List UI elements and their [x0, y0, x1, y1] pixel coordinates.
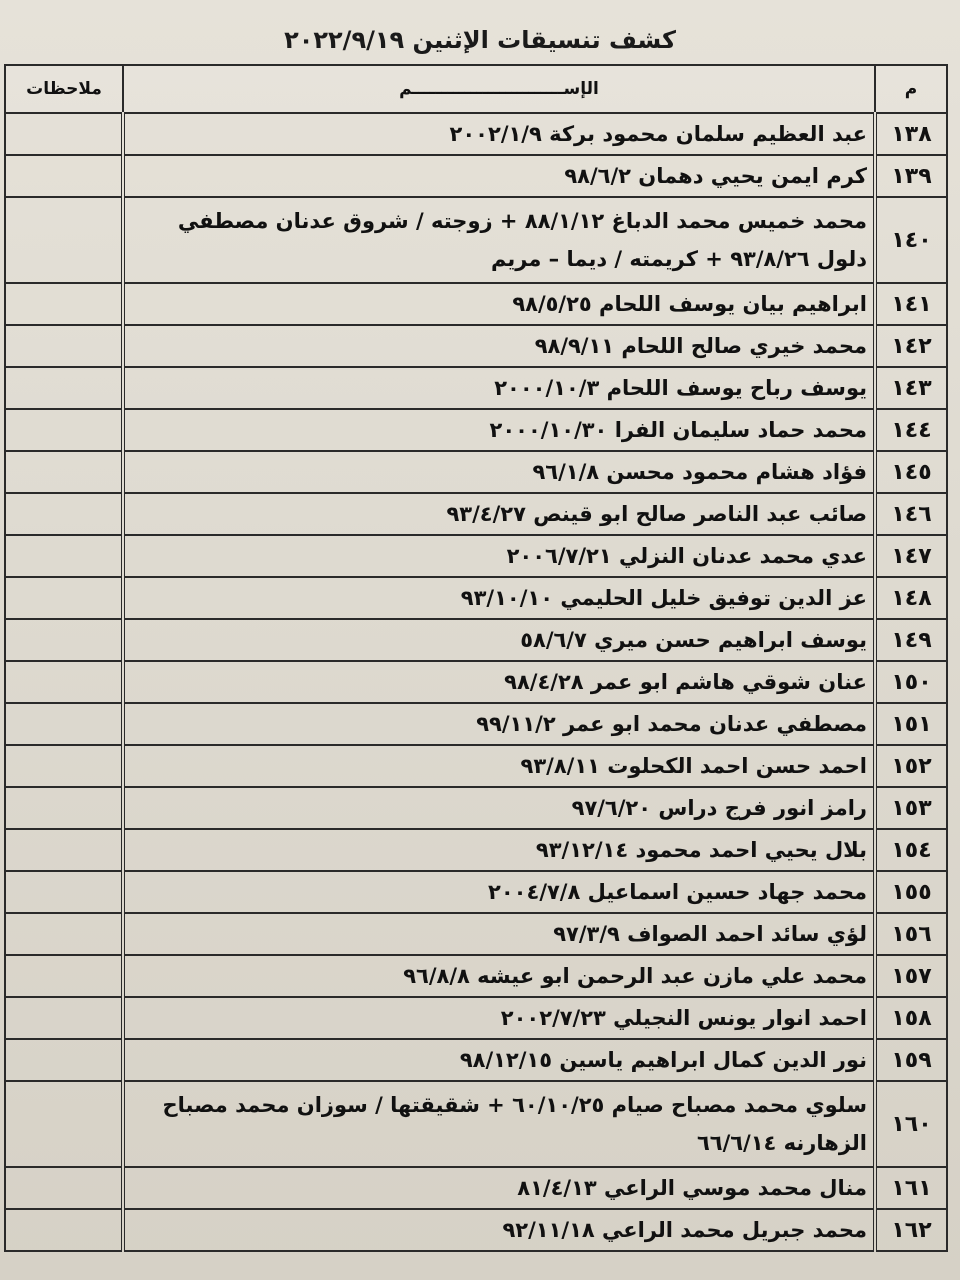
- table-row: [5, 619, 947, 661]
- row-number: ١٦١: [875, 1167, 947, 1209]
- row-number: ١٥٨: [875, 997, 947, 1039]
- row-name-line: يوسف رباح يوسف اللحام ٢٠٠٠/١٠/٣: [494, 376, 867, 400]
- row-number: ١٤٢: [875, 325, 947, 367]
- row-notes-cell: [5, 913, 123, 955]
- row-name-line: دلول ٩٣/٨/٢٦ + كريمته / ديما – مريم: [490, 247, 867, 271]
- row-name-cell: [123, 451, 875, 493]
- header-name: الإســــــــــــــــــــــــــم: [123, 65, 875, 113]
- row-notes-cell: [5, 745, 123, 787]
- row-number: ١٥٣: [875, 787, 947, 829]
- row-notes-cell: [5, 1209, 123, 1251]
- row-name-line: سلوي محمد مصباح صيام ٦٠/١٠/٢٥ + شقيقتها / سوزان محمد مصباح: [162, 1093, 867, 1117]
- row-name-cell: [123, 197, 875, 283]
- row-number: ١٤١: [875, 283, 947, 325]
- row-number: ١٥٤: [875, 829, 947, 871]
- row-notes-cell: [5, 113, 123, 155]
- row-notes-cell: [5, 787, 123, 829]
- row-notes-cell: [5, 997, 123, 1039]
- table-row: [5, 535, 947, 577]
- table-row: [5, 283, 947, 325]
- table-row: [5, 829, 947, 871]
- table-row: [5, 493, 947, 535]
- table-row: [5, 367, 947, 409]
- row-name-line: فؤاد هشام محمود محسن ٩٦/١/٨: [532, 460, 867, 484]
- row-name-cell: [123, 577, 875, 619]
- row-number: ١٥٧: [875, 955, 947, 997]
- row-notes-cell: [5, 283, 123, 325]
- table-row: [5, 913, 947, 955]
- row-number: ١٥٦: [875, 913, 947, 955]
- row-name-cell: [123, 661, 875, 703]
- row-notes-cell: [5, 619, 123, 661]
- row-name-cell: [123, 871, 875, 913]
- row-name-cell: [123, 493, 875, 535]
- row-name-cell: [123, 829, 875, 871]
- table-row: [5, 113, 947, 155]
- row-name-cell: [123, 913, 875, 955]
- row-name-cell: [123, 955, 875, 997]
- table-row: [5, 745, 947, 787]
- row-notes-cell: [5, 955, 123, 997]
- row-notes-cell: [5, 829, 123, 871]
- table-row: [5, 1167, 947, 1209]
- table-body: [5, 113, 947, 1251]
- row-name-cell: [123, 367, 875, 409]
- row-number: ١٥٥: [875, 871, 947, 913]
- row-notes-cell: [5, 1081, 123, 1167]
- header-num: م: [875, 65, 947, 113]
- row-notes-cell: [5, 451, 123, 493]
- page-title: كشف تنسيقات الإثنين ٢٠٢٢/٩/١٩: [284, 26, 676, 54]
- row-number: ١٥١: [875, 703, 947, 745]
- row-number: ١٦٢: [875, 1209, 947, 1251]
- row-number: ١٣٩: [875, 155, 947, 197]
- row-name-line: الزهارنه ٦٦/٦/١٤: [696, 1131, 867, 1155]
- row-name-line: منال محمد موسي الراعي ٨١/٤/١٣: [517, 1176, 867, 1200]
- row-number: ١٤٦: [875, 493, 947, 535]
- row-name-line: بلال يحيي احمد محمود ٩٣/١٢/١٤: [535, 838, 867, 862]
- row-name-cell: [123, 787, 875, 829]
- row-notes-cell: [5, 197, 123, 283]
- row-number: ١٣٨: [875, 113, 947, 155]
- row-notes-cell: [5, 325, 123, 367]
- row-name-cell: [123, 283, 875, 325]
- row-name-cell: [123, 703, 875, 745]
- row-name-line: كرم ايمن يحيي دهمان ٩٨/٦/٢: [564, 164, 867, 188]
- row-name-cell: [123, 745, 875, 787]
- row-name-line: محمد حماد سليمان الفرا ٢٠٠٠/١٠/٣٠: [489, 418, 867, 442]
- row-number: ١٤٧: [875, 535, 947, 577]
- row-notes-cell: [5, 871, 123, 913]
- row-name-line: عبد العظيم سلمان محمود بركة ٢٠٠٢/١/٩: [449, 122, 867, 146]
- row-name-cell: [123, 619, 875, 661]
- row-name-line: احمد انوار يونس النجيلي ٢٠٠٢/٧/٢٣: [500, 1006, 867, 1030]
- row-name-cell: [123, 1039, 875, 1081]
- row-name-cell: [123, 325, 875, 367]
- row-name-cell: [123, 409, 875, 451]
- row-notes-cell: [5, 577, 123, 619]
- row-name-line: محمد جبريل محمد الراعي ٩٢/١١/١٨: [502, 1218, 867, 1242]
- row-name-line: عز الدين توفيق خليل الحليمي ٩٣/١٠/١٠: [460, 586, 867, 610]
- row-name-line: عنان شوقي هاشم ابو عمر ٩٨/٤/٢٨: [504, 670, 867, 694]
- table-row: [5, 409, 947, 451]
- row-name-line: مصطفي عدنان محمد ابو عمر ٩٩/١١/٢: [476, 712, 867, 736]
- row-notes-cell: [5, 1039, 123, 1081]
- row-name-line: محمد علي مازن عبد الرحمن ابو عيشه ٩٦/٨/٨: [403, 964, 867, 988]
- row-name-line: نور الدين كمال ابراهيم ياسين ٩٨/١٢/١٥: [459, 1048, 867, 1072]
- row-number: ١٤٣: [875, 367, 947, 409]
- table-row: [5, 197, 947, 283]
- table-row: [5, 703, 947, 745]
- row-notes-cell: [5, 367, 123, 409]
- row-name-line: احمد حسن احمد الكحلوت ٩٣/٨/١١: [520, 754, 867, 778]
- row-number: ١٦٠: [875, 1081, 947, 1167]
- table-row: [5, 577, 947, 619]
- table-row: [5, 155, 947, 197]
- header-notes: ملاحظات: [5, 65, 123, 113]
- row-notes-cell: [5, 703, 123, 745]
- row-name-cell: [123, 1081, 875, 1167]
- table-row: [5, 787, 947, 829]
- row-name-line: ابراهيم بيان يوسف اللحام ٩٨/٥/٢٥: [512, 292, 867, 316]
- row-name-line: محمد خميس محمد الدباغ ٨٨/١/١٢ + زوجته / شروق عدنان مصطفي: [177, 209, 867, 233]
- row-name-line: محمد جهاد حسين اسماعيل ٢٠٠٤/٧/٨: [488, 880, 867, 904]
- table-row: [5, 1081, 947, 1167]
- names-table: [4, 64, 948, 1252]
- table-row: [5, 325, 947, 367]
- row-number: ١٥٩: [875, 1039, 947, 1081]
- row-name-cell: [123, 155, 875, 197]
- row-notes-cell: [5, 535, 123, 577]
- row-notes-cell: [5, 409, 123, 451]
- row-notes-cell: [5, 1167, 123, 1209]
- row-name-cell: [123, 1209, 875, 1251]
- row-name-line: رامز انور فرج دراس ٩٧/٦/٢٠: [571, 796, 867, 820]
- row-notes-cell: [5, 661, 123, 703]
- row-notes-cell: [5, 493, 123, 535]
- row-number: ١٥٢: [875, 745, 947, 787]
- row-name-cell: [123, 113, 875, 155]
- row-notes-cell: [5, 155, 123, 197]
- row-number: ١٤٥: [875, 451, 947, 493]
- table-row: [5, 661, 947, 703]
- table-row: [5, 997, 947, 1039]
- row-number: ١٤٠: [875, 197, 947, 283]
- row-name-line: محمد خيري صالح اللحام ٩٨/٩/١١: [534, 334, 867, 358]
- table-row: [5, 1209, 947, 1251]
- row-name-line: عدي محمد عدنان النزلي ٢٠٠٦/٧/٢١: [506, 544, 867, 568]
- row-number: ١٤٩: [875, 619, 947, 661]
- table-row: [5, 871, 947, 913]
- row-name-line: يوسف ابراهيم حسن ميري ٥٨/٦/٧: [520, 628, 867, 652]
- row-number: ١٥٠: [875, 661, 947, 703]
- row-number: ١٤٤: [875, 409, 947, 451]
- table-header-row: [5, 65, 947, 113]
- table-row: [5, 451, 947, 493]
- row-name-cell: [123, 1167, 875, 1209]
- row-name-cell: [123, 997, 875, 1039]
- row-name-line: لؤي سائد احمد الصواف ٩٧/٣/٩: [553, 922, 867, 946]
- row-name-cell: [123, 535, 875, 577]
- row-name-line: صائب عبد الناصر صالح ابو قينص ٩٣/٤/٢٧: [446, 502, 867, 526]
- table-row: [5, 1039, 947, 1081]
- row-number: ١٤٨: [875, 577, 947, 619]
- table-row: [5, 955, 947, 997]
